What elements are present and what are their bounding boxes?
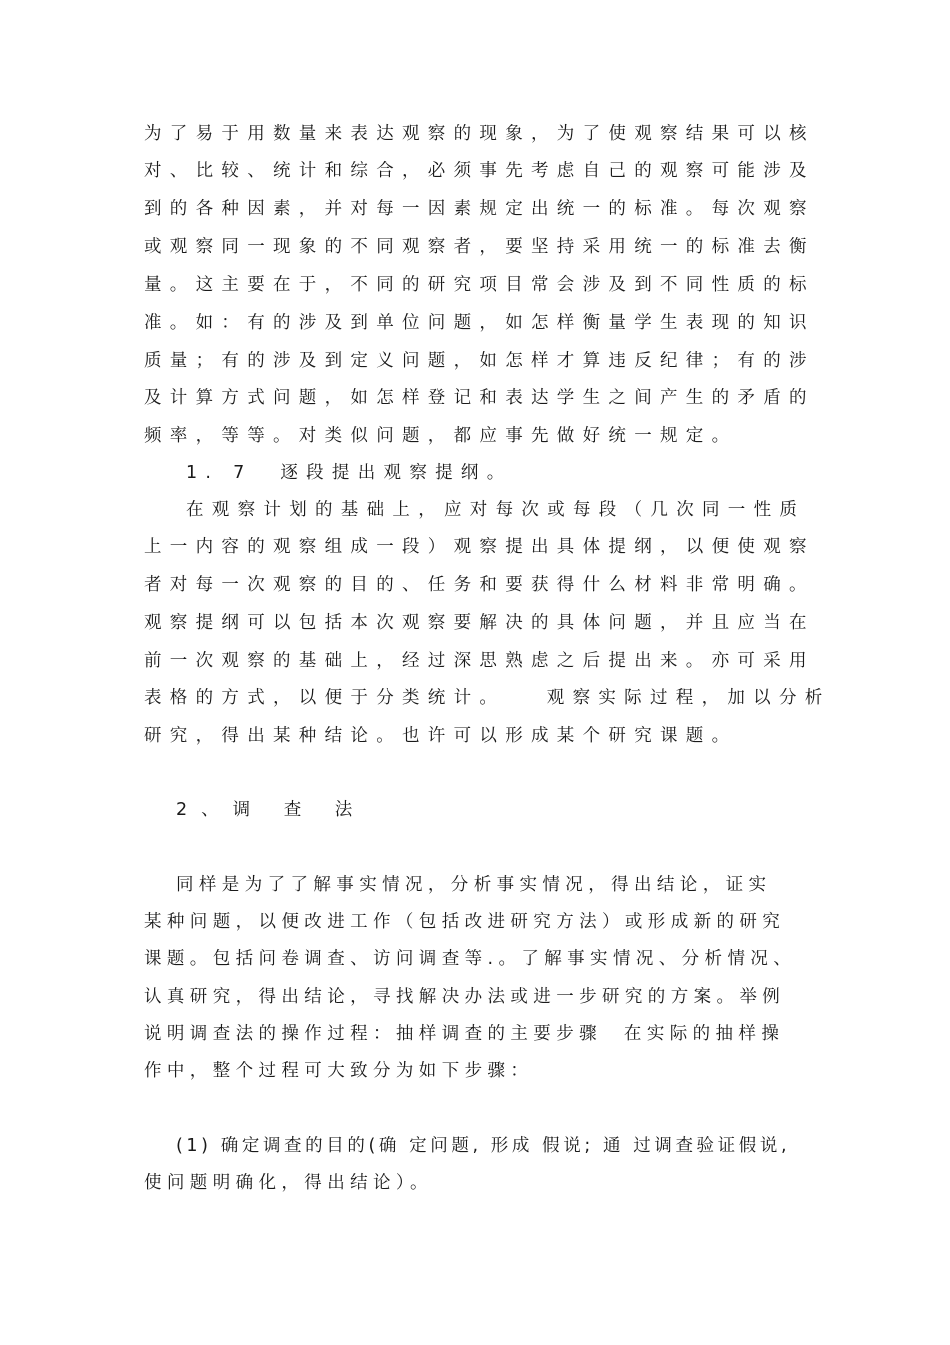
paragraph-1-line-5: 量。这主要在于，不同的研究项目常会涉及到不同性质的标: [144, 275, 815, 295]
paragraph-1-line-8: 及计算方式问题，如怎样登记和表达学生之间产生的矛盾的: [144, 388, 815, 408]
paragraph-1-line-3: 到的各种因素，并对每一因素规定出统一的标准。每次观察: [144, 199, 815, 219]
section-2-line-3: 课题。包括问卷调查、访问调查等.。了解事实情况、分析情况、: [144, 949, 797, 969]
paragraph-1-line-1: 为了易于用数量来表达观察的现象，为了使观察结果可以核: [144, 124, 815, 144]
step-1-line-2: 使问题明确化，得出结论）。: [144, 1173, 433, 1193]
step-1-line-1: (1) 确定调查的目的(确 定问题, 形成 假说; 通 过调查验证假说,: [176, 1136, 791, 1156]
section-1-7-line-7: 研究，得出某种结论。也许可以形成某个研究课题。: [144, 726, 738, 746]
paragraph-1-line-4: 或观察同一现象的不同观察者，要坚持采用统一的标准去衡: [144, 237, 815, 257]
section-1-7-line-5: 前一次观察的基础上，经过深思熟虑之后提出来。亦可采用: [144, 651, 815, 671]
section-2-line-4: 认真研究，得出结论，寻找解决办法或进一步研究的方案。举例: [144, 987, 786, 1007]
paragraph-1-line-2: 对、比较、统计和综合，必须事先考虑自己的观察可能涉及: [144, 161, 815, 181]
section-2-line-5: 说明调查法的操作过程：抽样调查的主要步骤 在实际的抽样操: [144, 1024, 785, 1044]
section-1-7-line-1: 在观察计划的基础上，应对每次或每段（几次同一性质: [186, 500, 806, 520]
section-1-7-line-4: 观察提纲可以包括本次观察要解决的具体问题，并且应当在: [144, 613, 815, 633]
section-2-line-2: 某种问题，以便改进工作（包括改进研究方法）或形成新的研究: [144, 912, 786, 932]
section-1-7-heading: 1. 7 逐段提出观察提纲。: [186, 463, 513, 483]
section-1-7-line-2: 上一内容的观察组成一段）观察提出具体提纲，以便使观察: [144, 537, 815, 557]
paragraph-1-line-7: 质量；有的涉及到定义问题，如怎样才算违反纪律；有的涉: [144, 351, 815, 371]
section-2-heading: 2、调 查 法: [176, 800, 367, 820]
section-2-line-1: 同样是为了了解事实情况，分析事实情况，得出结论，证实: [176, 875, 772, 895]
section-1-7-line-3: 者对每一次观察的目的、任务和要获得什么材料非常明确。: [144, 575, 815, 595]
section-2-line-6: 作中，整个过程可大致分为如下步骤：: [144, 1061, 534, 1081]
paragraph-1-line-6: 准。如：有的涉及到单位问题，如怎样衡量学生表现的知识: [144, 313, 815, 333]
section-1-7-line-6: 表格的方式，以便于分类统计。 观察实际过程，加以分析: [144, 688, 831, 708]
paragraph-1-line-9: 频率，等等。对类似问题，都应事先做好统一规定。: [144, 426, 738, 446]
